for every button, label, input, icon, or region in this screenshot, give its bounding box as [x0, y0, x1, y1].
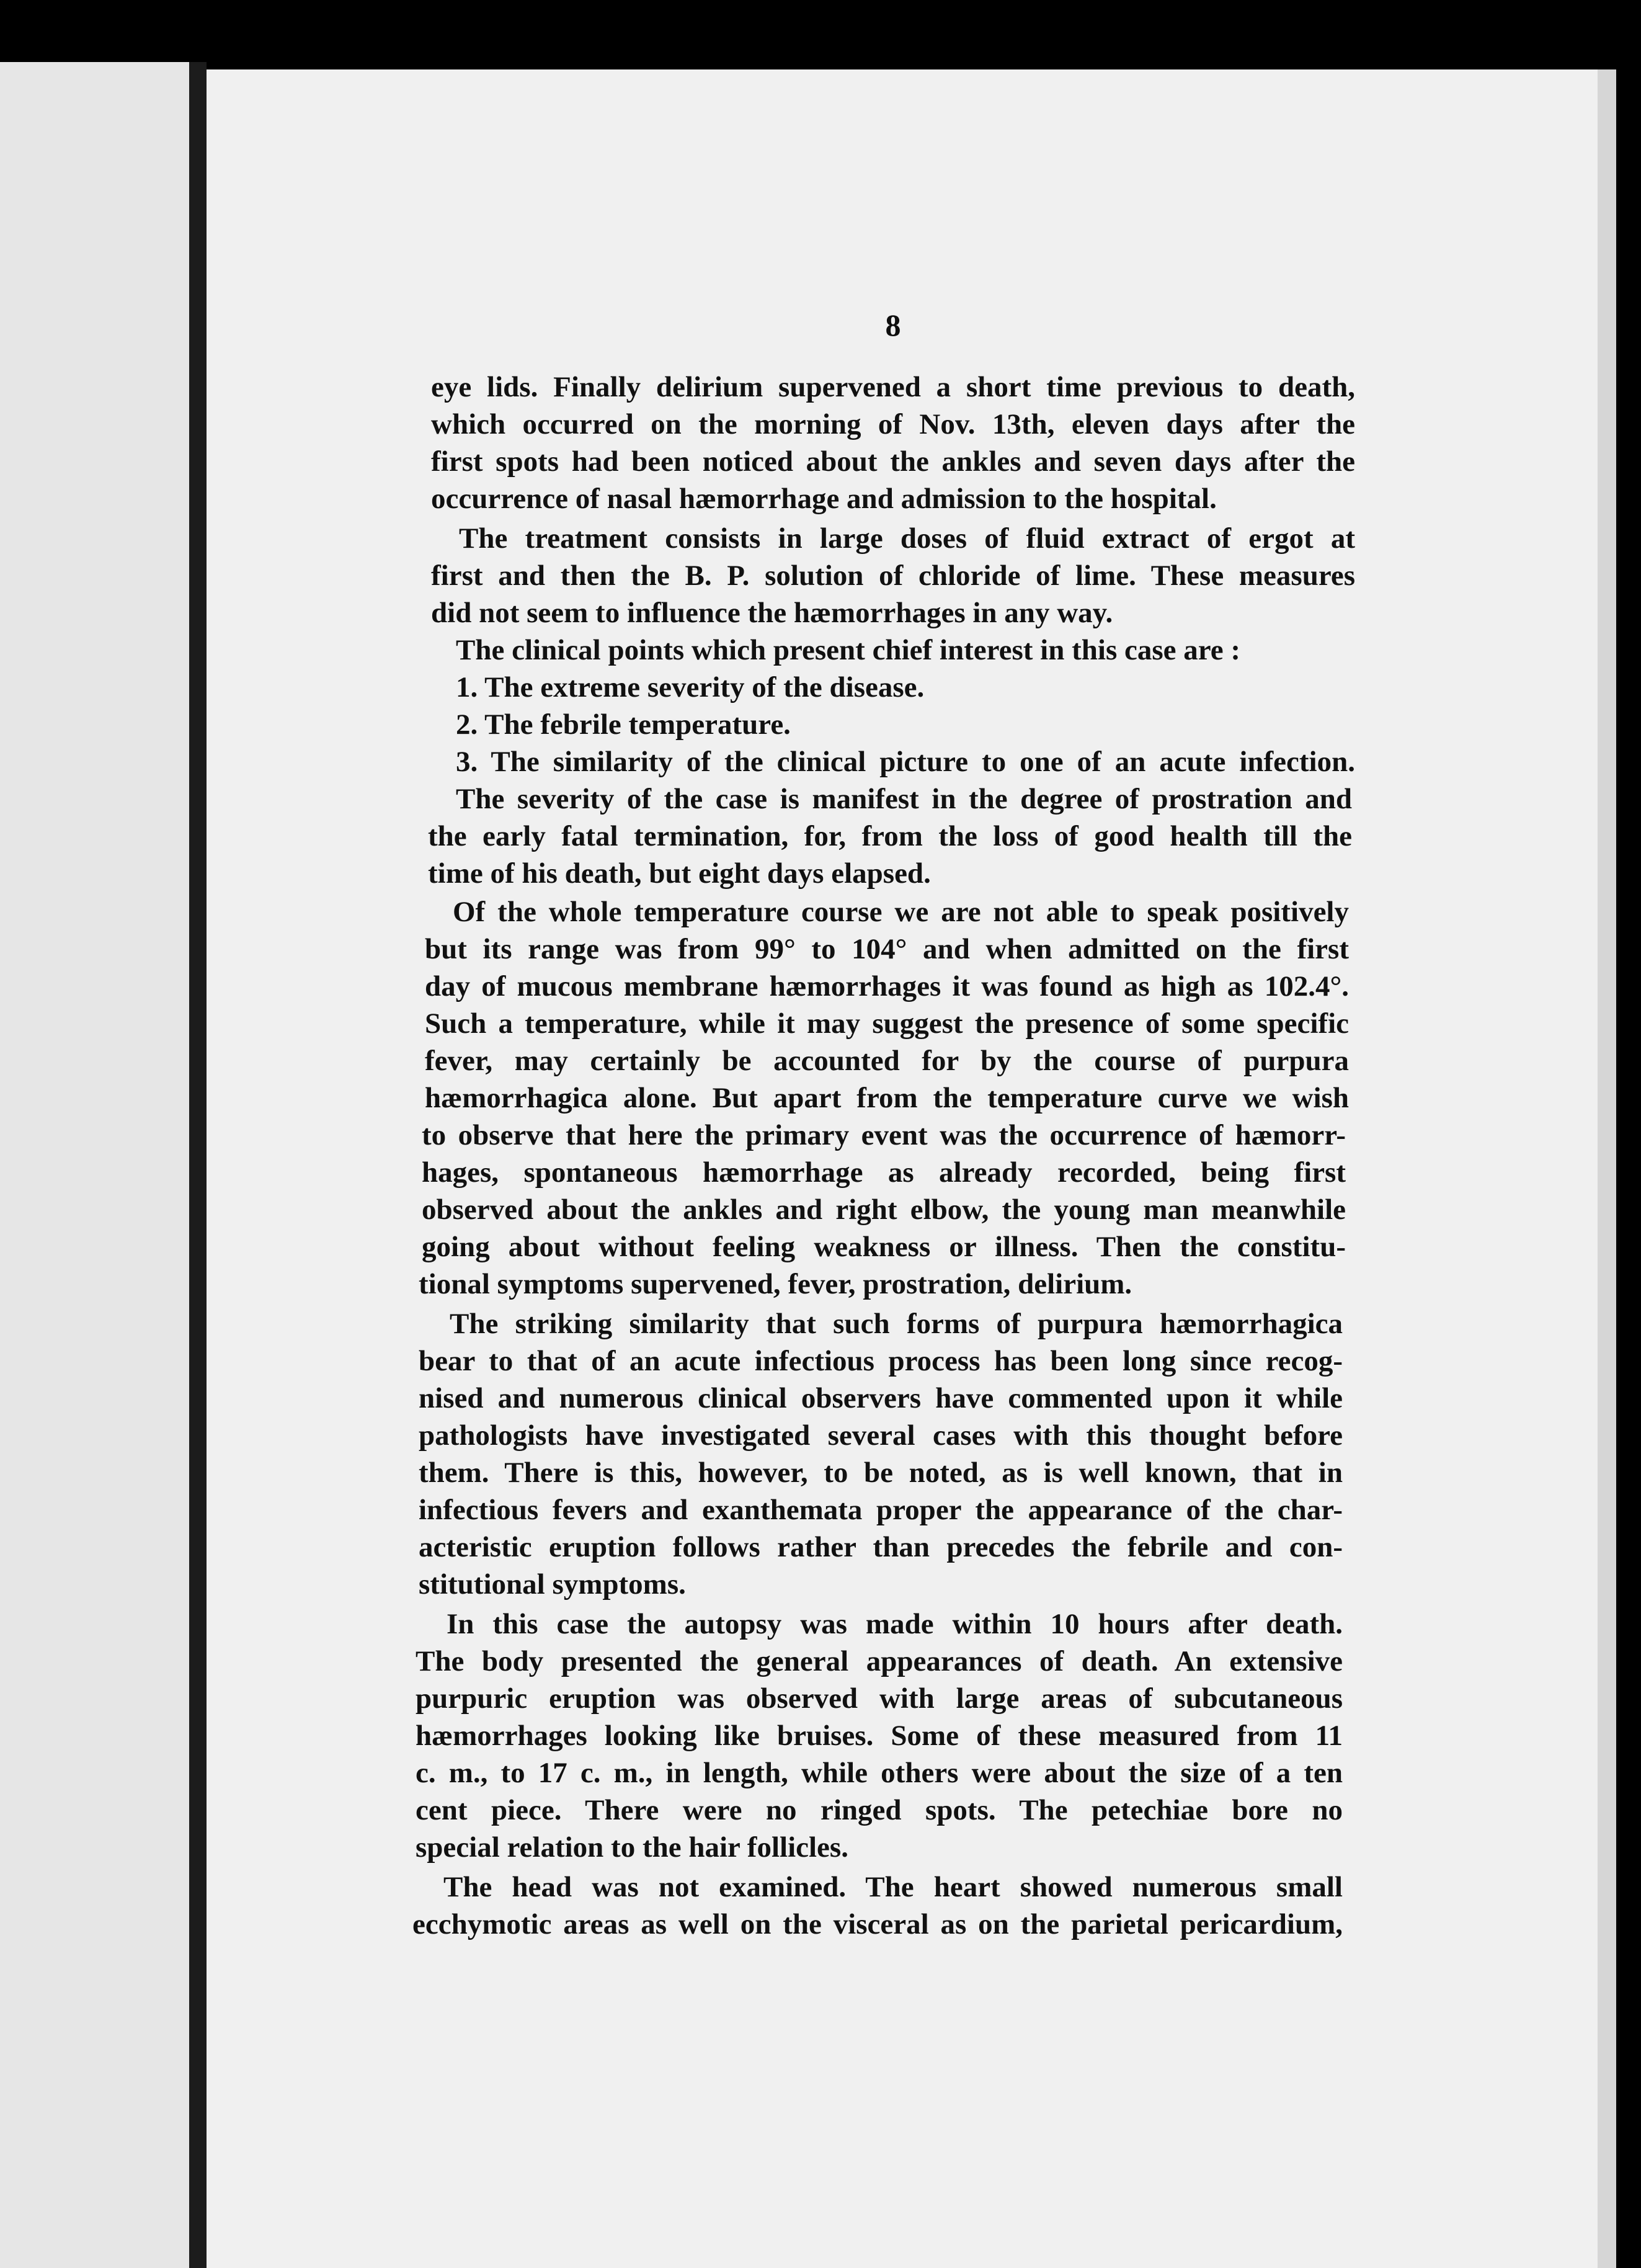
- text-line: going about without feeling weakness or illness. Then the constitu-: [422, 1231, 1346, 1263]
- text-line: hages, spontaneous hæmorrhage as already recorded, being first: [422, 1156, 1346, 1189]
- text-line: stitutional symptoms.: [419, 1568, 686, 1601]
- text-line: purpuric eruption was observed with large areas of subcutaneous: [416, 1682, 1343, 1715]
- text-line: The head was not examined. The heart showed numerous small: [443, 1871, 1343, 1903]
- text-line: special relation to the hair follicles.: [416, 1831, 848, 1864]
- text-line: Of the whole temperature course we are not able to speak positively: [453, 896, 1349, 928]
- text-line: the early fatal termination, for, from the loss of good health till the: [428, 820, 1352, 852]
- text-line: pathologists have investigated several cases with this thought before: [419, 1419, 1343, 1452]
- text-line: 2. The febrile temperature.: [456, 708, 791, 741]
- text-line: The severity of the case is manifest in the degree of prostration and: [456, 783, 1352, 815]
- text-line: them. There is this, however, to be noted, as is well known, that in: [419, 1457, 1343, 1489]
- text-line: cent piece. There were no ringed spots. The petechiae bore no: [416, 1794, 1343, 1826]
- text-line: fever, may certainly be accounted for by the course of purpura: [425, 1045, 1349, 1077]
- text-line: but its range was from 99° to 104° and when admitted on the first: [425, 933, 1349, 965]
- text-line: acteristic eruption follows rather than precedes the febrile and con-: [419, 1531, 1343, 1563]
- text-line: hæmorrhagica alone. But apart from the temperature curve we wish: [425, 1082, 1349, 1114]
- text-line: observed about the ankles and right elbow, the young man meanwhile: [422, 1194, 1346, 1226]
- text-line: In this case the autopsy was made within 10 hours after death.: [447, 1608, 1343, 1640]
- text-line: to observe that here the primary event was the occurrence of hæmorr-: [422, 1119, 1346, 1151]
- text-line: c. m., to 17 c. m., in length, while others were about the size of a ten: [416, 1757, 1343, 1789]
- text-line: eye lids. Finally delirium supervened a short time previous to death,: [431, 371, 1355, 403]
- text-line: ecchymotic areas as well on the visceral as on the parietal pericardium,: [412, 1908, 1343, 1940]
- text-line: Such a temperature, while it may suggest the presence of some specific: [425, 1007, 1349, 1040]
- text-line: The striking similarity that such forms of purpura hæmorrhagica: [450, 1308, 1343, 1340]
- text-line: tional symptoms supervened, fever, prostration, delirium.: [419, 1268, 1132, 1300]
- text-line: The body presented the general appearances of death. An extensive: [416, 1645, 1343, 1677]
- text-line: occurrence of nasal hæmorrhage and admission to the hospital.: [431, 483, 1217, 515]
- text-line: day of mucous membrane hæmorrhages it was found as high as 102.4°.: [425, 970, 1349, 1002]
- text-line: nised and numerous clinical observers have commented upon it while: [419, 1382, 1343, 1414]
- text-line: first and then the B. P. solution of chloride of lime. These measures: [431, 560, 1355, 592]
- text-line: 1. The extreme severity of the disease.: [456, 671, 925, 703]
- text-line: which occurred on the morning of Nov. 13th, eleven days after the: [431, 408, 1355, 440]
- text-line: time of his death, but eight days elapsed.: [428, 857, 931, 890]
- text-line: hæmorrhages looking like bruises. Some of these measured from 11: [416, 1720, 1343, 1752]
- text-line: The treatment consists in large doses of fluid extract of ergot at: [459, 522, 1355, 555]
- text-line: 3. The similarity of the clinical picture to one of an acute infection.: [456, 746, 1355, 778]
- text-line: infectious fevers and exanthemata proper the appearance of the char-: [419, 1494, 1343, 1526]
- text-line: The clinical points which present chief interest in this case are :: [456, 634, 1241, 666]
- text-line: bear to that of an acute infectious process has been long since recog-: [419, 1345, 1343, 1377]
- text-line: first spots had been noticed about the ankles and seven days after the: [431, 445, 1355, 478]
- page-number: 8: [885, 308, 901, 342]
- text-line: did not seem to influence the hæmorrhages in any way.: [431, 597, 1113, 629]
